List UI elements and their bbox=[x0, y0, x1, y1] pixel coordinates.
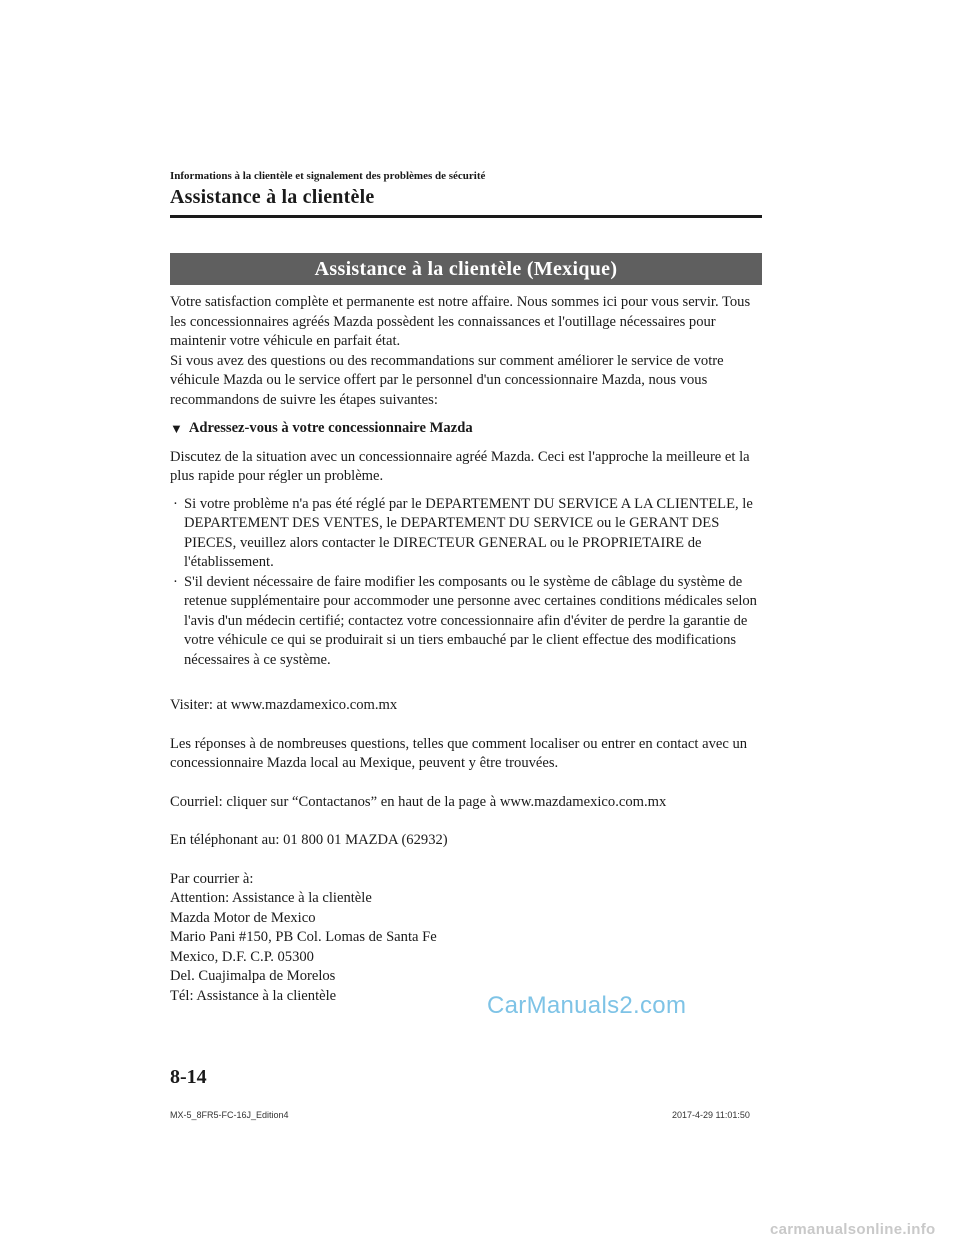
main-content bbox=[170, 293, 765, 1006]
phone-line: En téléphonant au: 01 800 01 MAZDA (62932) bbox=[170, 832, 448, 848]
print-timestamp: 2017-4-29 11:01:50 bbox=[672, 1110, 750, 1120]
dealer-paragraph: Discutez de la situation avec un concessionnaire agréé Mazda. Ceci est l'approche la meilleure et la plus rapide pour régler un problème. bbox=[170, 448, 750, 484]
bullet-icon: · bbox=[173, 495, 178, 512]
email-line: Courriel: cliquer sur “Contactanos” en haut de la page à www.mazdamexico.com.mx bbox=[170, 793, 667, 810]
intro-paragraph-1: Votre satisfaction complète et permanente est notre affaire. Nous sommes ici pour vous servir. Tous les concessionnaires agréés Mazda possèdent les connaissances et l'outillage nécessaires pour maintenir votre véhicule en parfait état. bbox=[170, 294, 751, 349]
visit-line: Visiter: at www.mazdamexico.com.mx bbox=[170, 697, 398, 713]
list-item bbox=[170, 573, 765, 671]
triangle-down-icon: ▼ bbox=[170, 421, 183, 436]
header-divider bbox=[170, 215, 762, 218]
subheading-text: Adressez-vous à votre concessionnaire Mazda bbox=[188, 420, 473, 436]
address-line: Mexico, D.F. C.P. 05300 bbox=[170, 948, 314, 965]
answers-paragraph: Les réponses à de nombreuses questions, telles que comment localiser ou entrer en contact avec un concessionnaire Mazda local au Mexique, peuvent y être trouvées. bbox=[170, 735, 748, 771]
page-title: Assistance à la clientèle bbox=[170, 186, 375, 208]
section-header: Informations à la clientèle et signalement des problèmes de sécurité bbox=[170, 170, 486, 182]
intro-paragraph-2: Si vous avez des questions ou des recommandations sur comment améliorer le service de votre véhicule Mazda ou le service offert par le personnel d'un concessionnaire Mazda, nous vous recommandons de suivre les étapes suivantes: bbox=[170, 352, 724, 408]
site-watermark: carmanualsonline.info bbox=[770, 1221, 936, 1238]
list-item-text: Si votre problème n'a pas été réglé par le DEPARTEMENT DU SERVICE A LA CLIENTELE, le DEPARTEMENT DES VENTES, le DEPARTEMENT DU SERVICE ou le GERANT DES PIECES, veuillez alors contacter le DIRECTEUR GENERAL ou le PROPRIETAIRE de l'établissement. bbox=[184, 495, 753, 570]
page-number: 8-14 bbox=[170, 1066, 207, 1088]
subheading bbox=[170, 419, 765, 439]
section-banner: Assistance à la clientèle (Mexique) bbox=[170, 253, 762, 285]
address-line: Mazda Motor de Mexico bbox=[170, 909, 316, 926]
carmanuals-watermark: CarManuals2.com bbox=[487, 992, 687, 1019]
bullet-icon: · bbox=[173, 573, 178, 590]
address-line: Del. Cuajimalpa de Morelos bbox=[170, 968, 336, 984]
address-line: Tél: Assistance à la clientèle bbox=[170, 987, 337, 1004]
mailing-address bbox=[170, 870, 765, 1007]
document-id: MX-5_8FR5-FC-16J_Edition4 bbox=[170, 1110, 289, 1120]
address-line: Mario Pani #150, PB Col. Lomas de Santa Fe bbox=[170, 929, 437, 945]
list-item-text: S'il devient nécessaire de faire modifier les composants ou le système de câblage du système de retenue supplémentaire pour accommoder une personne avec certaines conditions médicales selon l'avis d'un médecin certifié; contactez votre concessionnaire afin d'éviter de perdre la garantie de votre véhicule ce qui se produirait si un tiers embauché par le client effectue des modifications nécessaires à ce système. bbox=[184, 573, 757, 668]
bullet-list bbox=[170, 495, 765, 671]
address-line: Par courrier à: bbox=[170, 870, 254, 887]
list-item bbox=[170, 495, 765, 573]
address-line: Attention: Assistance à la clientèle bbox=[170, 890, 372, 906]
